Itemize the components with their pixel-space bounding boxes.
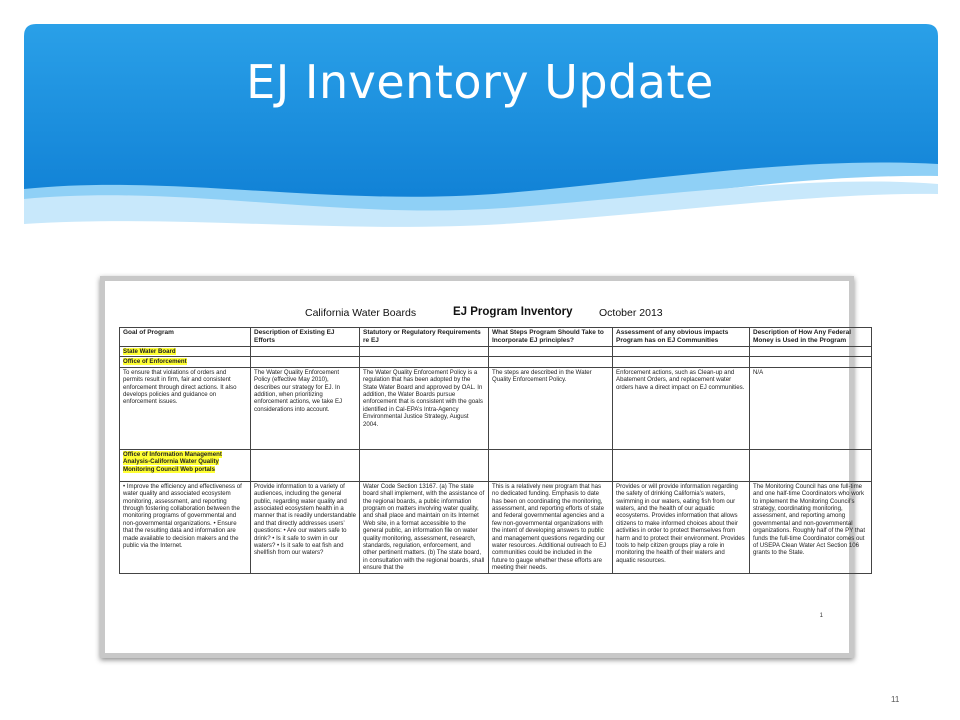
- table-cell: The steps are described in the Water Quality Enforcement Policy.: [489, 367, 613, 449]
- table-cell: The Monitoring Council has one full-time and one half-time Coordinators who work to implement the Monitoring Council’s strategy, coordinating monitoring, assessment, and reporting among governmental and non-governmental organizations. Roughly half of the PY that funds the full-time Coordinator comes out of USEPA Clean Water Act Section 106 grants to the State.: [750, 481, 872, 573]
- table-row: [120, 481, 872, 573]
- document-image: [100, 276, 866, 658]
- document-header: [115, 289, 831, 327]
- inventory-table: [119, 327, 872, 574]
- column-header: Statutory or Regulatory Requirements re EJ: [360, 328, 489, 347]
- table-cell: Provide information to a variety of audiences, including the general public, regarding water quality and associated ecosystem health in a manner that is readily understandable and that directly addresses users’ questions: • Are our waters safe to drink? • Is it safe to swim in our waters? • Is it safe to eat fish and shellfish from our waters?: [251, 481, 360, 573]
- section-row: [120, 347, 872, 357]
- document-page-number: 1: [819, 613, 823, 619]
- table-row: [120, 367, 872, 449]
- slide-number: 11: [891, 695, 900, 704]
- table-cell: The Water Quality Enforcement Policy (effective May 2010), describes our strategy for EJ. In addition, when prioritizing enforcement actions, we take EJ considerations into account.: [251, 367, 360, 449]
- document-org: California Water Boards: [305, 307, 417, 319]
- table-cell: N/A: [750, 367, 872, 449]
- column-header: What Steps Program Should Take to Incorporate EJ principles?: [489, 328, 613, 347]
- section-label-office: Office of Enforcement: [123, 358, 187, 366]
- document-date: October 2013: [599, 307, 663, 319]
- slide-title: EJ Inventory Update: [246, 55, 714, 109]
- column-header: Description of Existing EJ Efforts: [251, 328, 360, 347]
- column-header: Assessment of any obvious impacts Program has on EJ Communities: [613, 328, 750, 347]
- column-header: Description of How Any Federal Money is Used in the Program: [750, 328, 872, 347]
- section-row: [120, 357, 872, 367]
- table-cell: The Water Quality Enforcement Policy is a regulation that has been adopted by the State Water Board and approved by OAL. In addition, the Water Boards pursue enforcement that is consistent with the goals identified in Cal-EPA’s Intra-Agency Environmental Justice Strategy, August 2004.: [360, 367, 489, 449]
- inventory-document: [115, 289, 866, 574]
- document-program-title: EJ Program Inventory: [453, 306, 573, 318]
- table-header-row: [120, 328, 872, 347]
- section-row: [120, 449, 872, 481]
- table-cell: Enforcement actions, such as Clean-up and Abatement Orders, and replacement water orders have a direct impact on EJ communities.: [613, 367, 750, 449]
- table-cell: Water Code Section 13167. (a) The state board shall implement, with the assistance of the regional boards, a public information program on matters involving water quality, and shall place and maintain on its Internet Web site, in a format accessible to the general public, an information file on water quality monitoring, assessment, research, standards, regulation, enforcement, and other pertinent matters. (b) The state board, in consultation with the regional boards, shall ensure that the: [360, 481, 489, 573]
- table-cell: Provides or will provide information regarding the safety of drinking California’s waters, swimming in our waters, eating fish from our waters, and the health of our aquatic ecosystems. Provides information that allows citizens to make informed choices about their activities in order to protect themselves from harm and to protect their environment. Provides tools to help citizen groups play a role in monitoring the health of their waters and aquatic resources.: [613, 481, 750, 573]
- table-cell: • Improve the efficiency and effectiveness of water quality and associated ecosystem monitoring, assessment, and reporting through fostering collaboration between the monitoring programs of governmental and non-governmental organizations. • Ensure that the resulting data and information are made available to decision makers and the public via the Internet.: [120, 481, 251, 573]
- table-cell: This is a relatively new program that has no dedicated funding. Emphasis to date has been on coordinating the monitoring, assessment, and reporting efforts of state and federal governmental agencies and a few non-governmental organizations with the intent of developing answers to public and management questions regarding our water resources. Additional outreach to EJ communities could be included in the future to gauge whether these efforts are meeting their needs.: [489, 481, 613, 573]
- section-label-office: Office of Information Management Analysis-California Water Quality Monitoring Council Web portals: [123, 450, 222, 473]
- table-cell: To ensure that violations of orders and permits result in firm, fair and consistent enforcement through direct actions. It also develops policies and guidance on enforcement issues.: [120, 367, 251, 449]
- section-label-board: State Water Board: [123, 348, 176, 355]
- column-header: Goal of Program: [120, 328, 251, 347]
